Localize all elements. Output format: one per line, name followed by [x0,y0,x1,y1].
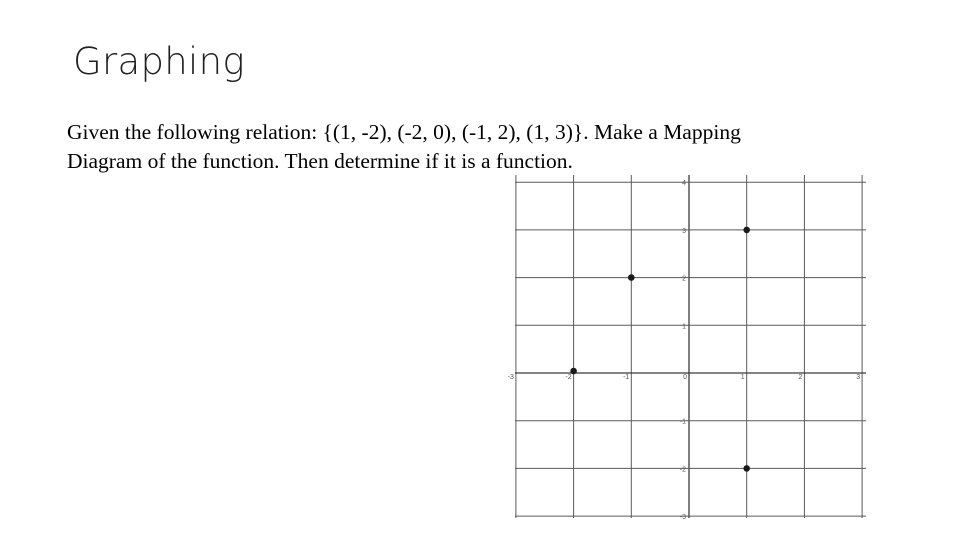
problem-text-line-1: Given the following relation: {(1, -2), (-2, 0), (-1, 2), (1, 3)}. Make a Mapping [67,120,741,144]
x-tick-label: 0 [683,374,687,381]
data-point [743,465,750,472]
x-tick-label: -2 [565,374,572,381]
x-tick-label: 2 [798,374,803,381]
y-tick-label: 2 [682,275,686,283]
y-tick-label: -3 [679,514,686,522]
x-tick-label: 3 [856,374,861,381]
slide-title: Graphing [73,40,245,83]
data-point [628,274,635,281]
data-point [743,227,750,234]
y-tick-label: 1 [682,323,686,331]
x-tick-label: 1 [740,374,745,381]
y-tick-label: 3 [682,227,686,235]
y-tick-label: 4 [682,180,686,188]
x-tick-label: -3 [507,374,514,381]
data-point [570,368,577,375]
y-tick-label: -1 [679,418,686,426]
x-tick-label: -1 [623,374,630,381]
y-tick-label: -2 [679,466,686,474]
problem-text-line-2: Diagram of the function. Then determine if it is a function. [67,149,573,173]
